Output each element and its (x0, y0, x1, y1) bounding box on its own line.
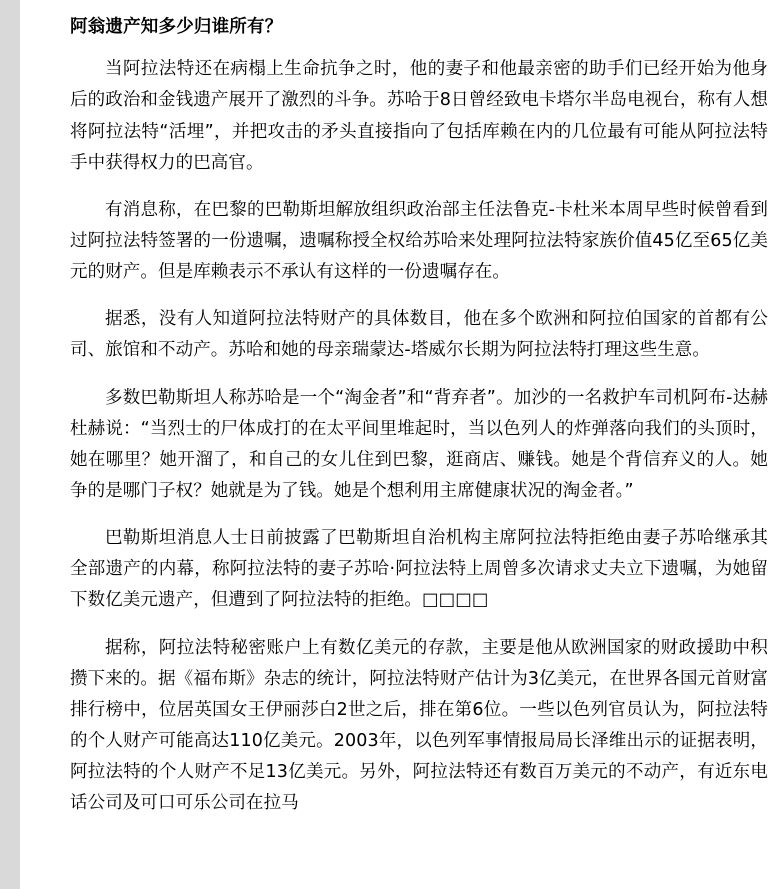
left-margin-bar (0, 0, 20, 889)
article-paragraph: 当阿拉法特还在病榻上生命抗争之时，他的妻子和他最亲密的助手们已经开始为他身后的政治和金钱遗产展开了激烈的斗争。苏哈于8日曾经致电卡塔尔半岛电视台，称有人想将阿拉法特“活埋”，并把攻击的矛头直接指向了包括库赖在内的几位最有可能从阿拉法特手中获得权力的巴高官。 (70, 59, 768, 173)
article-paragraph: 巴勒斯坦消息人士日前披露了巴勒斯坦自治机构主席阿拉法特拒绝由妻子苏哈继承其全部遗产的内幕，称阿拉法特的妻子苏哈·阿拉法特上周曾多次请求丈夫立下遗嘱，为她留下数亿美元遗产，但遭到了阿拉法特的拒绝。□□□□ (70, 528, 768, 611)
page-title: 阿翁遗产知多少归谁所有？ (70, 17, 283, 37)
article-paragraph: 多数巴勒斯坦人称苏哈是一个“淘金者”和“背弃者”。加沙的一名救护车司机阿布-达赫杜赫说：“当烈士的尸体成打的在太平间里堆起时，当以色列人的炸弹落向我们的头顶时，她在哪里？她开溜了，和自己的女儿住到巴黎，逛商店、赚钱。她是个背信弃义的人。她争的是哪门子权？她就是为了钱。她是个想利用主席健康状况的淘金者。” (70, 387, 768, 501)
article-content (20, 0, 782, 819)
article-paragraph: 据称，阿拉法特秘密账户上有数亿美元的存款，主要是他从欧洲国家的财政援助中积攒下来的。据《福布斯》杂志的统计，阿拉法特财产估计为3亿美元，在世界各国元首财富排行榜中，位居英国女王伊丽莎白2世之后，排在第6位。一些以色列官员认为，阿拉法特的个人财产可能高达110亿美元。2003年，以色列军事情报局局长泽维出示的证据表明，阿拉法特的个人财产不足13亿美元。另外，阿拉法特还有数百万美元的不动产，有近东电话公司及可口可乐公司在拉马 (70, 637, 768, 814)
article-paragraph: 据悉，没有人知道阿拉法特财产的具体数目，他在多个欧洲和阿拉伯国家的首都有公司、旅馆和不动产。苏哈和她的母亲瑞蒙达-塔威尔长期为阿拉法特打理这些生意。 (70, 309, 768, 361)
article-paragraph: 有消息称，在巴黎的巴勒斯坦解放组织政治部主任法鲁克-卡杜米本周早些时候曾看到过阿拉法特签署的一份遗嘱，遗嘱称授全权给苏哈来处理阿拉法特家族价值45亿至65亿美元的财产。但是库赖表示不承认有这样的一份遗嘱存在。 (70, 199, 768, 283)
